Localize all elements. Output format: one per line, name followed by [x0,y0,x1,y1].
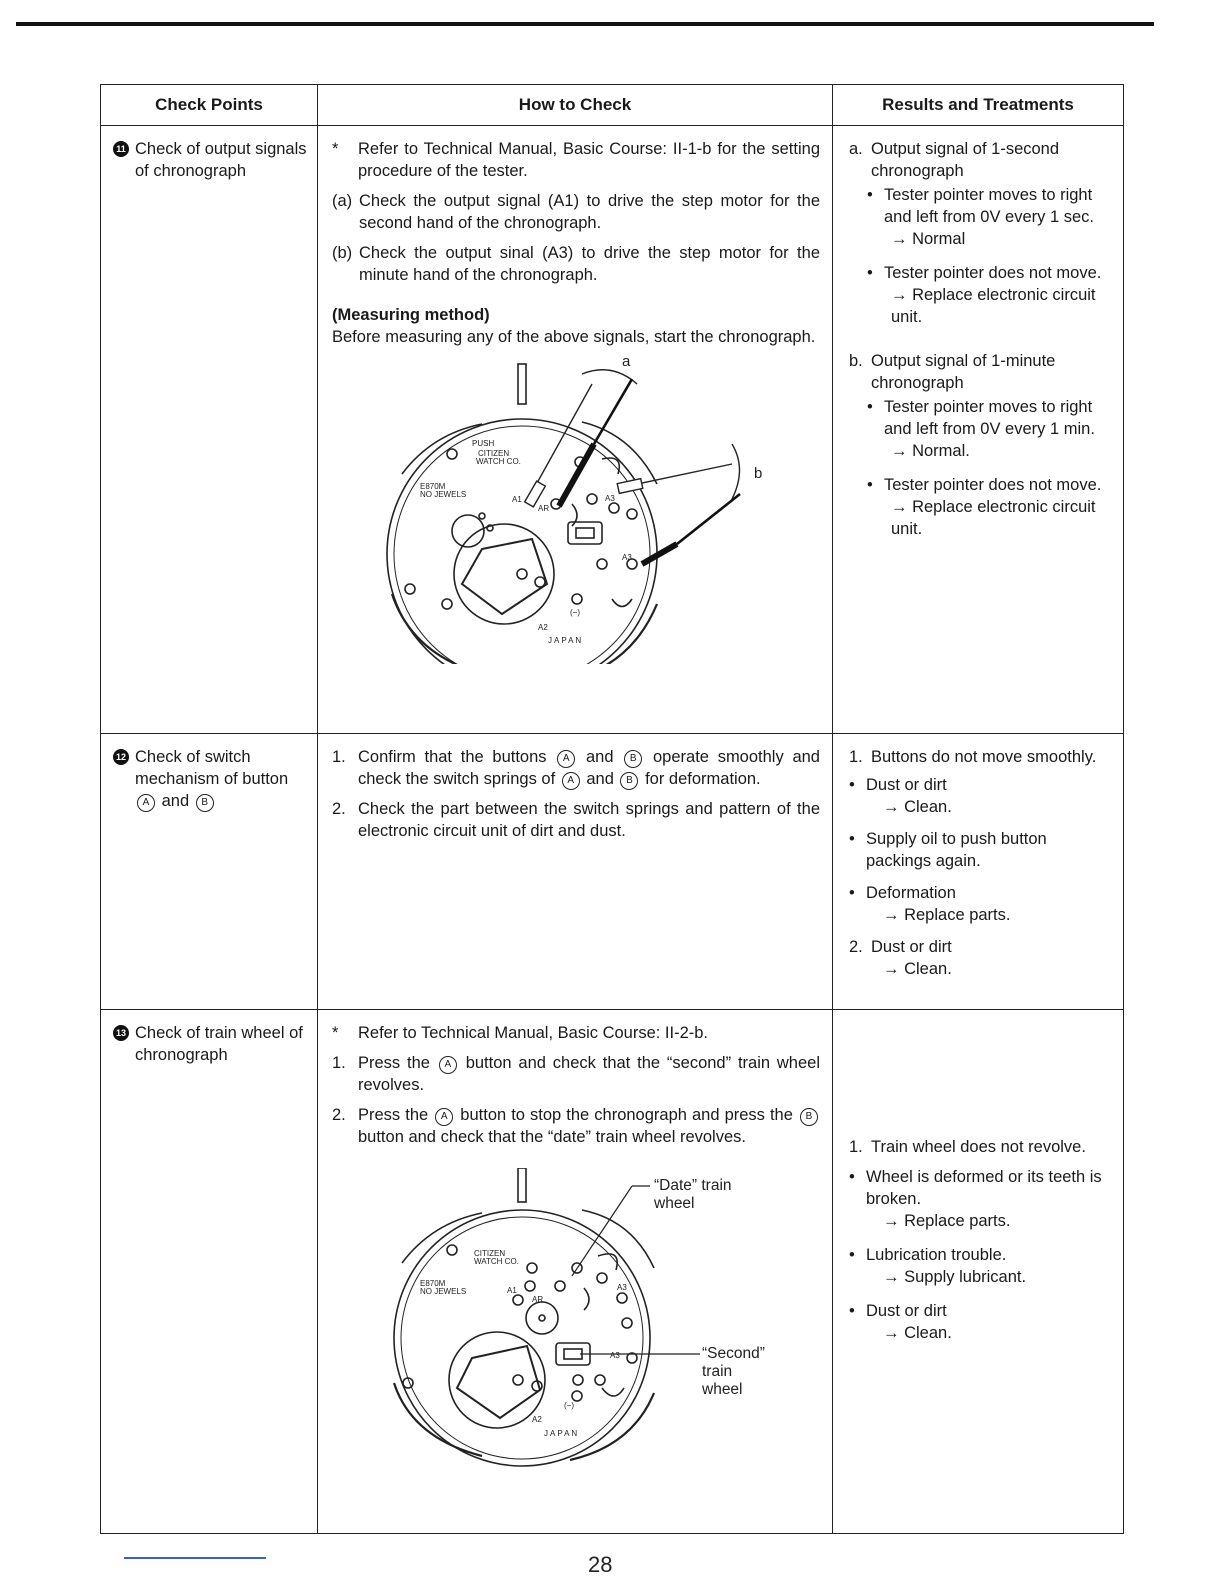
result-item: Lubrication trouble. [866,1246,1007,1264]
how-to-check-cell: * Refer to Technical Manual, Basic Course: II-1-b for the setting procedure of the tester. (a) Check the output signal (A1) to drive the step motor for the second hand of the chronograph. (b) Check the output sinal (A3) to drive the step motor for the minute hand of the chronograph. (Measuring method) Before measuring any of the above signals, start the chronograph. PUSH CITIZEN WATCH CO. E870M NO JEWELS A1 AR A3 A3 (−) A2 JAPAN a b [318,126,833,734]
result-label: 1. [849,1138,863,1156]
result-treatment: → Replace electronic circuit unit. [891,498,1096,538]
result-treatment: → Clean. [883,960,952,978]
step-text-part: Press the [358,1054,430,1072]
label-ar: AR [538,504,550,513]
item-number-badge: 13 [113,1025,129,1041]
step-text-part: operate smoothly and check the switch springs of [358,748,820,788]
label-a3-lower: A3 [610,1351,620,1360]
result-treatment: → Replace electronic circuit unit. [891,286,1096,326]
step-number: 2. [332,1106,346,1124]
label-minus: (−) [570,608,580,617]
second-train-label-3: wheel [702,1381,743,1398]
top-rule [16,22,1154,26]
result-label: 2. [849,938,863,956]
label-a1: A1 [512,495,522,504]
method-title: (Measuring method) [332,306,490,324]
and-word: and [586,770,614,788]
step-text-part: Confirm that the buttons [358,748,547,766]
step-text [358,1104,820,1148]
button-a-symbol: A [557,750,575,768]
label-brand2: WATCH CO. [476,457,521,466]
check-point-cell [101,1010,318,1534]
results-cell: 1. Train wheel does not revolve. • Wheel is deformed or its teeth is broken. → Replace parts. • Lubrication trouble. → Supply lubricant. • Dust or dirt → Clean. [833,1010,1124,1534]
table-row [101,1010,1124,1534]
label-minus: (−) [564,1401,574,1410]
result-label: a. [849,140,863,158]
and-word: and [586,748,614,766]
result-title: Dust or dirt [871,938,952,956]
step-text: Check the output sinal (A3) to drive the step motor for the minute hand of the chronograph. [359,244,820,284]
button-a-symbol: A [137,794,155,812]
step-number: 2. [332,800,346,818]
label-model: E870M [420,1279,446,1288]
callout-a: a [622,354,631,370]
label-a3: A3 [617,1283,627,1292]
label-a3-lower: A3 [622,553,632,562]
check-table [100,84,1124,1534]
result-treatment: → Supply lubricant. [883,1268,1027,1286]
result-title: Train wheel does not revolve. [871,1138,1086,1156]
step-text: Check the output signal (A1) to drive the step motor for the second hand of the chronograph. [359,192,820,232]
result-item: Tester pointer does not move. [884,264,1102,282]
check-point-text [135,746,309,812]
result-label: b. [849,352,863,370]
how-to-check-cell [318,734,833,1010]
step-text-part: for deformation. [645,770,761,788]
label-jewels: NO JEWELS [420,490,467,499]
step-text-part: Press the [358,1106,429,1124]
date-train-label: “Date” train [654,1177,732,1194]
result-title: Buttons do not move smoothly. [871,748,1097,766]
how-to-check-cell: * Refer to Technical Manual, Basic Course: II-2-b. 1. Press the A button and check that the “second” train wheel revolves. 2. Press the A button to stop the chronograph and press the B button and check that the “date” train wheel revolves. E870M NO JEWELS CITIZEN WATCH CO. A1 AR A3 A3 (−) A2 JAPAN “Date” train wheel “Second” train wheel [318,1010,833,1534]
check-point-text-part: Check of switch mechanism of button [135,748,289,788]
label-brand: CITIZEN [478,449,510,458]
result-treatment: → Clean. [883,798,952,816]
header-results: Results and Treatments [833,85,1124,126]
button-b-symbol: B [620,772,638,790]
label-japan: JAPAN [548,636,584,645]
note-text: Refer to Technical Manual, Basic Course: II-1-b for the setting procedure of the tester. [358,140,820,180]
label-japan: JAPAN [544,1429,580,1438]
button-b-symbol: B [800,1108,818,1126]
result-item: Dust or dirt [866,776,947,794]
item-number-badge: 12 [113,749,129,765]
result-label: 1. [849,748,863,766]
step-label: (a) [332,192,353,210]
and-word: and [161,792,190,810]
label-model: E870M [420,482,446,491]
result-item: Deformation [866,884,956,902]
step-text-part: button and check that the “date” train wheel revolves. [358,1128,746,1146]
callout-b: b [754,465,763,482]
button-a-symbol: A [435,1108,453,1126]
result-title: Output signal of 1-second chronograph [871,140,1060,180]
label-ar: AR [532,1295,544,1304]
table-row [101,126,1124,734]
results-cell: a. Output signal of 1-second chronograph • Tester pointer moves to right and left from 0V every 1 sec. → Normal • Tester pointer does not move. → Replace electronic circuit unit. b. Output signal of 1-minute chronograph • Tester pointer moves to right and left from 0V every 1 min. → Normal. • Tester pointer does not move. → Replace electronic circuit unit. [833,126,1124,734]
step-text [358,746,820,790]
step-number: 1. [332,1054,346,1072]
table-row [101,734,1124,1010]
item-number-badge: 11 [113,141,129,157]
result-item: Tester pointer moves to right and left from 0V every 1 sec. [884,186,1095,226]
note-text: Refer to Technical Manual, Basic Course: II-2-b. [358,1024,709,1042]
check-point-text: Check of output signals of chronograph [135,140,307,180]
result-treatment: → Replace parts. [883,1212,1011,1230]
result-treatment: → Clean. [883,1324,952,1342]
label-brand2: WATCH CO. [474,1257,519,1266]
button-a-symbol: A [562,772,580,790]
check-point-cell [101,734,318,1010]
result-item: Supply oil to push button packings again. [866,830,1047,870]
step-text-part: button to stop the chronograph and press the [460,1106,793,1124]
movement-diagram-tester [332,354,792,664]
header-how-to-check: How to Check [318,85,833,126]
step-text [358,1052,820,1096]
button-a-symbol: A [439,1056,457,1074]
header-row [101,85,1124,126]
result-treatment: → Normal. [891,442,970,460]
result-item: Tester pointer moves to right and left from 0V every 1 min. [884,398,1095,438]
label-brand: CITIZEN [474,1249,506,1258]
label-a2: A2 [532,1415,542,1424]
page-number: 28 [588,1552,613,1577]
movement-diagram-train-wheel [332,1168,792,1478]
result-title: Output signal of 1-minute chronograph [871,352,1056,392]
second-train-label: “Second” [702,1345,765,1362]
step-text-part: button and check that the “second” train wheel revolves. [358,1054,820,1094]
check-point-cell [101,126,318,734]
method-text: Before measuring any of the above signals, start the chronograph. [332,328,816,346]
step-text: Check the part between the switch springs and pattern of the electronic circuit unit of dirt and dust. [358,800,820,840]
footer-link-line [124,1557,266,1559]
second-train-label-2: train [702,1363,733,1380]
header-check-points: Check Points [101,85,318,126]
label-push: PUSH [472,439,495,448]
date-train-label-2: wheel [654,1195,695,1212]
label-a1: A1 [507,1286,517,1295]
check-point-text: Check of train wheel of chronograph [135,1024,303,1064]
result-item: Tester pointer does not move. [884,476,1102,494]
result-item: Wheel is deformed or its teeth is broken. [866,1168,1102,1208]
step-number: 1. [332,748,346,766]
result-treatment: → Normal [891,230,966,248]
label-a3: A3 [605,494,615,503]
result-treatment: → Replace parts. [883,906,1011,924]
label-a2: A2 [538,623,548,632]
results-cell: 1. Buttons do not move smoothly. • Dust or dirt → Clean. • Supply oil to push button packings again. • Deformation → Replace parts. 2. Dust or dirt → Clean. [833,734,1124,1010]
label-jewels: NO JEWELS [420,1287,467,1296]
step-label: (b) [332,244,353,262]
button-b-symbol: B [624,750,642,768]
result-item: Dust or dirt [866,1302,947,1320]
button-b-symbol: B [196,794,214,812]
